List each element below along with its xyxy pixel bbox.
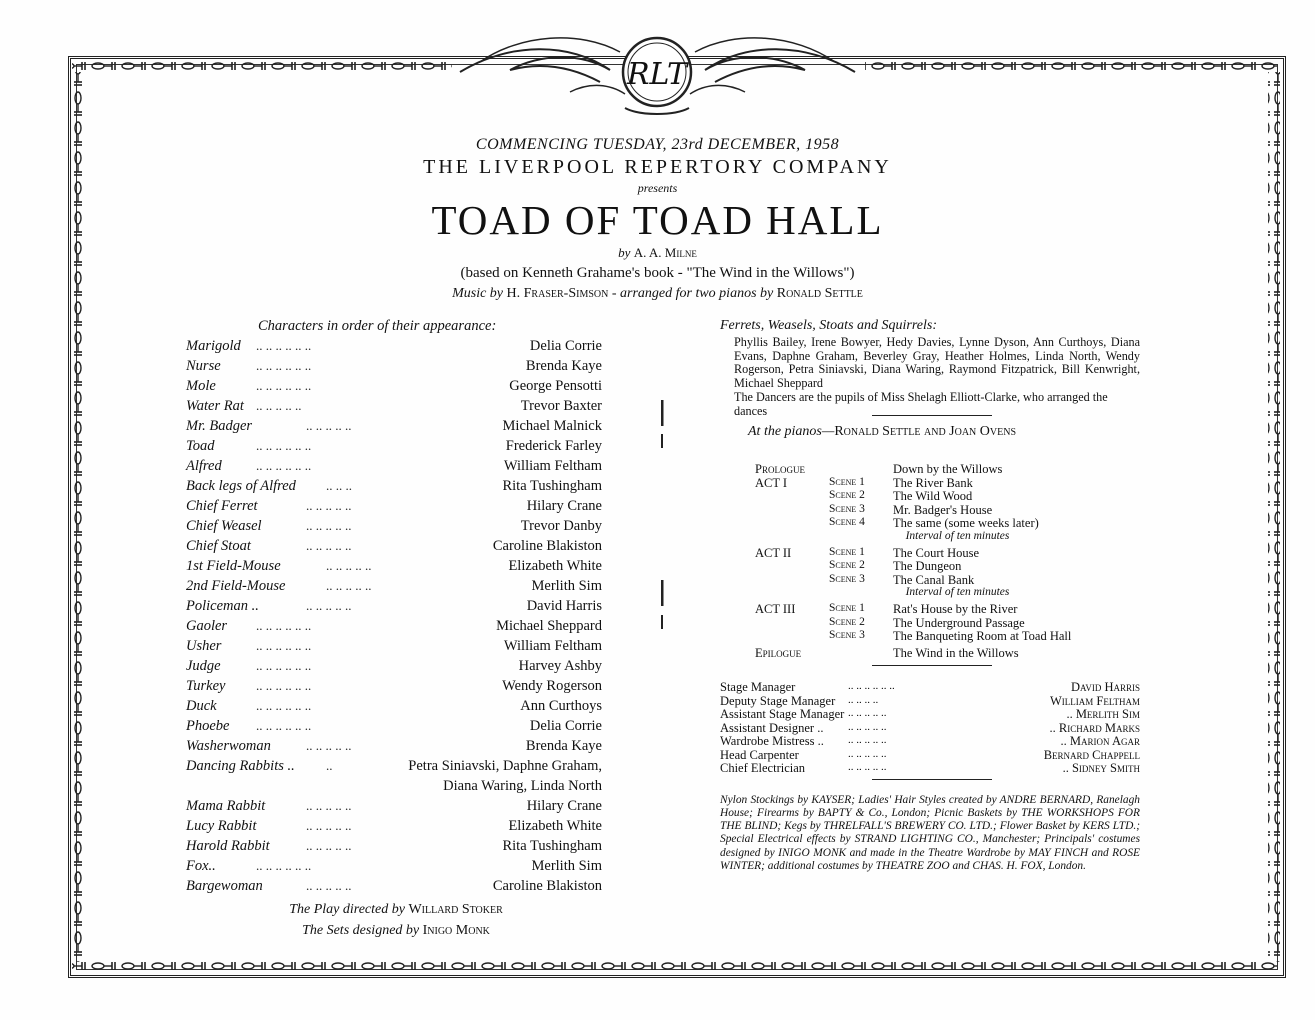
staple-marks [660,400,665,630]
leader-dots: .. .. .. .. .. .. [848,680,895,692]
act-label: ACT III [755,602,796,616]
cast-row [186,538,606,558]
leader-dots: .. .. .. .. .. .. [256,458,312,473]
actor-name: Delia Corrie [529,338,602,354]
scene-description: Down by the Willows [893,462,1003,476]
leader-dots: .. .. .. .. .. .. [256,618,312,633]
actor-name: William Feltham [503,458,602,474]
scene-row [755,602,1140,616]
play-title: TOAD OF TOAD HALL [431,197,884,243]
role-name: Harold Rabbit [186,838,270,854]
presents-label: presents [637,181,678,195]
role-name: Marigold [186,338,241,354]
designer-credit [186,923,606,944]
sets-prefix: The Sets designed by [302,923,420,938]
cast-row [186,518,606,538]
scene-description: The River Bank [893,475,973,490]
staff-name: William Feltham [1049,693,1140,708]
role-name: Chief Weasel [186,518,262,534]
staff-row [720,707,1140,721]
leader-dots: .. .. .. .. .. .. [256,378,312,393]
leader-dots: .. .. .. .. .. [306,598,352,613]
staff-list [720,680,1140,775]
staff-role: Assistant Stage Manager [720,707,845,721]
scene-row [755,516,1140,530]
leader-dots: .. .. .. .. .. .. [256,638,312,653]
ensemble-names: Phyllis Bailey, Irene Bowyer, Hedy Davies, Lynne Dyson, Ann Curthoys, Diana Evans, Daphne Graham, Beverley Gray, Heather Holmes, Linda North, Wendy Rogerson, Petra Siniavski, Diana Waring, Raymond Fitzpatrick, Bill Kenwright, Michael Sheppard [734,335,1140,390]
epilogue-row [755,646,1140,660]
divider [872,415,992,416]
scene-description: The Canal Bank [893,572,975,587]
leader-dots: .. .. .. .. .. [306,738,352,753]
actor-name: Harvey Ashby [518,658,602,674]
music-prefix: Music by [452,286,504,301]
scene-description: The Court House [893,545,980,560]
scene-description: The same (some weeks later) [893,516,1039,530]
scene-number: Scene 1 [829,545,865,558]
actor-name: Elizabeth White [508,818,602,834]
leader-dots: .. .. .. .. .. .. [256,338,312,353]
scene-description: The Dungeon [893,559,962,573]
scene-row [755,503,1140,517]
cast-row-dancing-rabbits [186,758,606,798]
actor-name: Merlith Sim [531,858,602,874]
actor-name: Brenda Kaye [525,738,602,754]
cast-row [186,638,606,658]
role-name: Usher [186,638,222,654]
staff-name: Bernard Chappell [1043,747,1140,762]
cast-row [186,578,606,598]
scene-row [755,616,1140,630]
leader-dots: .. .. .. .. .. [306,838,352,853]
cast-row [186,698,606,718]
leader-dots: .. .. .. .. .. .. [256,718,312,733]
scene-description: The Banqueting Room at Toad Hall [893,629,1072,643]
leader-dots: .. .. .. .. .. .. [256,698,312,713]
role-name: Water Rat [186,398,244,414]
staff-row [720,761,1140,775]
scene-number: Scene 2 [829,559,865,571]
role-name: Mama Rabbit [186,798,266,814]
monogram: RLT [626,57,688,92]
role-name: Mole [186,378,216,394]
director-credit [186,902,606,923]
ensemble-heading: Ferrets, Weasels, Stoats and Squirrels: [720,318,937,333]
actor-name: Merlith Sim [531,578,602,594]
actor-name: Rita Tushingham [502,838,602,854]
leader-dots: .. .. .. .. .. [848,747,887,760]
prologue-row [755,462,1140,476]
staff-role: Wardrobe Mistress .. [720,734,824,748]
staff-row [720,694,1140,708]
cast-row [186,378,606,398]
leader-dots: .. .. .. .. .. .. [256,858,312,873]
cast-row [186,498,606,518]
actor-name: Hilary Crane [526,498,602,514]
role-name: Washerwoman [186,738,271,754]
cast-row [186,358,606,378]
scene-number: Scene 3 [829,572,865,585]
cast-row [186,338,606,358]
staff-row [720,748,1140,762]
scene-number: Scene 4 [829,516,865,528]
role-name: Mr. Badger [186,418,253,434]
scene-number: Scene 1 [829,475,865,488]
leader-dots: .. .. .. .. .. [848,734,887,746]
staff-row [720,680,1140,694]
scene-number: Scene 2 [829,615,865,628]
divider [872,779,992,780]
role-name: Duck [186,698,217,714]
actor-name: Wendy Rogerson [502,678,602,694]
divider [872,665,992,666]
staff-role: Deputy Stage Manager [720,693,836,708]
cast-row [186,678,606,698]
composer-name: H. Fraser-Simson [506,286,609,301]
scene-row [755,559,1140,573]
leader-dots: .. .. .. .. .. [306,798,352,813]
leader-dots: .. .. .. .. .. .. [256,658,312,673]
leader-dots: .. .. .. .. .. [326,578,372,593]
arranger-name: Ronald Settle [776,286,863,301]
leader-dots: .. .. .. .. .. [326,558,372,573]
cast-row [186,558,606,578]
scene-number: Scene 3 [829,502,865,515]
actor-name: David Harris [526,598,602,614]
staff-role: Assistant Designer .. [720,720,824,735]
staff-row [720,734,1140,748]
leader-dots: .. .. .. .. .. [306,498,352,513]
leader-dots: .. .. .. .. .. .. [256,438,312,453]
cast-row [186,598,606,618]
staff-role: Stage Manager [720,680,796,694]
scene-synopsis [755,462,1140,659]
staff-row [720,721,1140,735]
actor-name: Trevor Danby [520,518,602,534]
pianos-credit [748,424,1140,440]
staff-name: .. Sidney Smith [1062,761,1140,775]
leader-dots: .. .. .. .. .. [848,720,887,733]
scene-description: Mr. Badger's House [893,502,993,517]
staff-name: .. Richard Marks [1049,720,1140,735]
actor-name: William Feltham [503,638,602,654]
role-name: Nurse [186,358,221,374]
role-name: Bargewoman [186,878,263,894]
cast-row [186,878,606,898]
cast-row [186,478,606,498]
leader-dots: .. .. .. .. .. [306,818,352,833]
arranged-prefix: - arranged for two pianos by [611,286,774,301]
crest-ornament [450,22,865,118]
based-on-line: (based on Kenneth Grahame's book - "The Wind in the Willows") [460,265,855,281]
leader-dots: .. .. .. .. .. [306,518,352,533]
pianos-prefix: At the pianos— [748,424,835,439]
cast-row [186,418,606,438]
actor-name: Michael Malnick [502,418,602,434]
cast-row [186,818,606,838]
actor-name: Michael Sheppard [496,618,602,634]
role-name: Chief Stoat [186,538,251,554]
scene-row [755,476,1140,490]
music-line [0,286,1315,302]
actor-name: Elizabeth White [508,558,602,574]
actor-name: Trevor Baxter [520,398,602,414]
leader-dots: .. .. .. .. [848,693,879,706]
scene-number: Scene 1 [829,602,865,614]
scene-row [755,489,1140,503]
leader-dots: .. .. .. .. .. [848,761,887,773]
cast-row [186,798,606,818]
leader-dots: .. .. .. .. .. [306,878,352,893]
staff-name: .. Merlith Sim [1066,707,1140,721]
interval-note: Interval of ten minutes [905,529,1010,542]
staff-role: Chief Electrician [720,761,806,775]
scene-description: The Wild Wood [893,489,973,503]
leader-dots: .. .. .. .. .. [306,538,352,553]
designer-name: Inigo Monk [422,923,490,938]
role-name: Policeman .. [186,598,259,614]
actor-name: Caroline Blakiston [492,538,602,554]
leader-dots: .. .. .. .. .. [256,398,302,413]
cast-row [186,438,606,458]
director-name: Willard Stoker [408,902,503,917]
leader-dots: .. [326,758,333,773]
actor-name: Brenda Kaye [525,358,602,374]
by-prefix: by [618,245,631,260]
act-label: ACT I [755,475,788,490]
role-name: Fox.. [186,858,216,874]
staff-name: David Harris [1070,680,1140,694]
cast-row [186,658,606,678]
leader-dots: .. .. .. [326,478,352,493]
role-name: Judge [186,658,221,674]
role-name: Back legs of Alfred [186,478,296,494]
role-name: Phoebe [186,718,230,734]
cast-row [186,398,606,418]
actor-name: Petra Siniavski, Daphne Graham, [408,758,602,774]
actor-name: Frederick Farley [505,438,602,454]
role-name: Alfred [186,458,222,474]
cast-row [186,458,606,478]
role-name: Turkey [186,678,226,694]
leader-dots: .. .. .. .. .. .. [256,678,312,693]
cast-list [186,318,606,944]
actor-name: Caroline Blakiston [492,878,602,894]
cast-row [186,618,606,638]
role-name: Toad [186,438,215,454]
cast-row [186,738,606,758]
actor-name: Delia Corrie [529,718,602,734]
act-label: Prologue [755,462,805,476]
role-name: Chief Ferret [186,498,258,514]
commencing-date: COMMENCING TUESDAY, 23rd DECEMBER, 1958 [475,136,840,153]
scene-number: Scene 3 [829,629,865,641]
scene-row [755,629,1140,643]
acknowledgements: Nylon Stockings by KAYSER; Ladies' Hair Styles created by ANDRE BERNARD, Ranelagh House; Firearms by BAPTY & Co., London; Picnic Baskets by THE WORKSHOPS FOR THE BLIND; Kegs by THRELFALL'S BREWERY CO. LTD.; Flower Basket by KERS LTD.; Special Electrical effects by STRAND LIGHTING CO., Manchester; Principals' costumes designed by INIGO MONK and made in the Theatre Wardrobe by MAY FINCH and ROSE WINTER; additional costumes by THEATRE ZOO and CHAS. H. FOX, London. [720,793,1140,872]
role-name: 2nd Field-Mouse [186,578,286,594]
act-label: Epilogue [755,645,802,660]
actor-name: Hilary Crane [526,798,602,814]
act-label: ACT II [755,545,792,560]
role-name: Dancing Rabbits .. [186,758,295,774]
staff-name: .. Marion Agar [1060,734,1140,748]
leader-dots: .. .. .. .. .. [306,418,352,433]
actor-name: Rita Tushingham [502,478,602,494]
role-name: Gaoler [186,618,228,634]
scene-description: The Underground Passage [893,615,1025,630]
production-details [720,318,1140,873]
interval-note: Interval of ten minutes [905,586,1010,598]
dancers-note: The Dancers are the pupils of Miss Shelagh Elliott-Clarke, who arranged the dances [734,390,1108,418]
author-name: A. A. Milne [633,245,697,260]
actor-name: George Pensotti [509,378,602,394]
cast-row [186,858,606,878]
cast-heading: Characters in order of their appearance: [258,318,497,334]
actor-name-continued: Diana Waring, Linda North [443,778,602,794]
staff-role: Head Carpenter [720,747,799,762]
scene-row [755,573,1140,587]
scene-description: The Wind in the Willows [893,645,1019,660]
role-name: Lucy Rabbit [186,818,257,834]
director-prefix: The Play directed by [289,902,405,917]
leader-dots: .. .. .. .. .. .. [256,358,312,373]
scene-row [755,546,1140,560]
cast-row [186,838,606,858]
author-line [0,245,1315,261]
actor-name: Ann Curthoys [520,698,602,714]
pianists: Ronald Settle and Joan Ovens [834,424,1017,439]
scene-number: Scene 2 [829,489,865,501]
cast-row [186,718,606,738]
company-name: THE LIVERPOOL REPERTORY COMPANY [423,156,892,178]
role-name: 1st Field-Mouse [186,558,281,574]
leader-dots: .. .. .. .. .. [848,707,887,719]
scene-description: Rat's House by the River [893,602,1018,616]
